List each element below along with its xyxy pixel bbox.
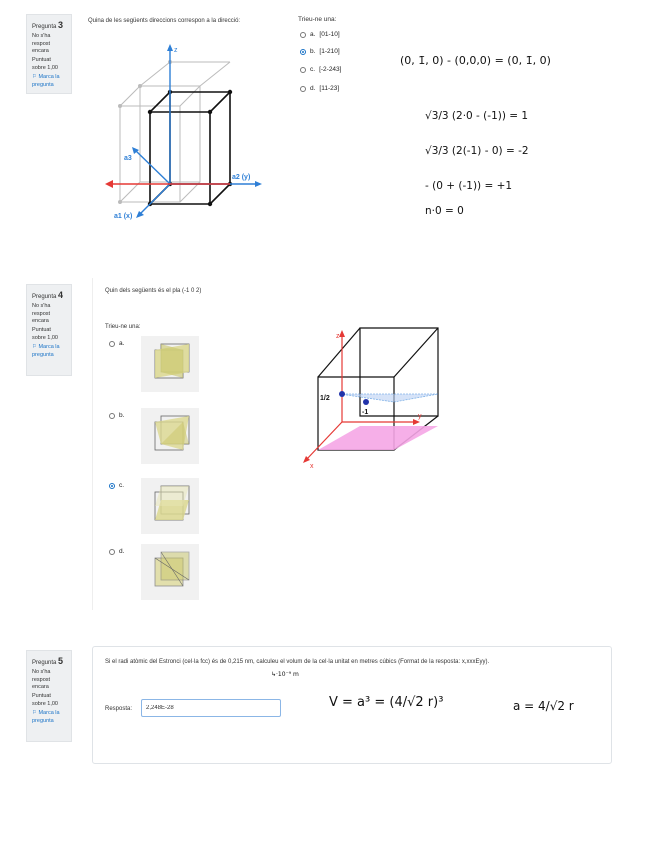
question-status: No s'ha respost encara [32,303,51,324]
option-text: [01-10] [319,31,340,38]
question-number: Pregunta 4 [32,290,64,300]
a1-label: a1 (x) [114,213,133,220]
question-number: Pregunta 5 [32,656,64,666]
question-score: Puntuat sobre 1,00 [32,693,58,707]
a1-axis [140,184,170,214]
option-letter: d. [119,548,125,555]
question-text: Quin dels següents és el pla (-1 0 2) [105,288,202,294]
handwritten-note-5: n·0 = 0 [425,205,464,217]
option-letter: c. [310,66,316,73]
cube-direction-diagram [90,32,290,232]
option-letter: b. [119,412,125,419]
question-5-panel [92,646,612,764]
choose-label: Trieu-ne una: [298,16,337,23]
option-a[interactable] [109,340,124,347]
option-b[interactable] [109,412,124,419]
radio-icon[interactable] [109,483,115,489]
question-number: Pregunta 3 [32,20,64,30]
radio-icon[interactable] [109,549,115,555]
handwritten-formula-v: V = a³ = (4/√2 r)³ [329,695,444,710]
handwritten-formula-a: a = 4/√2 r [513,699,574,713]
answer-label: Resposta: [105,706,133,712]
x-label: x [310,463,314,470]
z-label: z [174,47,178,54]
option-a-image [141,336,199,392]
option-letter: d. [310,85,316,92]
question-score: Puntuat sobre 1,00 [32,57,58,71]
handwritten-note-4: - (0 + (-1)) = +1 [425,180,513,192]
radio-icon[interactable] [300,49,306,55]
question-text: Quina de les següents direccions correspon a la direcció: [88,18,241,24]
choose-label: Trieu-ne una: [105,324,141,330]
minus-one-label: -1 [362,409,369,416]
option-letter: c. [119,482,125,489]
half-label: 1/2 [320,395,330,402]
handwritten-unit-note: ↳·10⁻⁹ m [271,671,299,678]
option-text: [1-210] [319,48,340,55]
question-4-panel [92,278,242,610]
cube-plane-thumb [141,544,199,600]
a2-label: a2 (y) [232,174,251,181]
a3-label: a3 [124,155,132,162]
option-d[interactable] [300,85,339,92]
cube-plane-thumb [141,336,199,392]
question-info-5 [26,650,72,742]
option-c[interactable] [109,482,124,489]
option-d[interactable] [109,548,124,555]
question-status: No s'ha respost encara [32,669,51,690]
radio-icon[interactable] [300,86,306,92]
cube-plane-thumb [141,478,199,534]
z-label: z [336,333,340,340]
plane-sketch-diagram [296,322,466,472]
question-text: Si el radi atòmic del Estronci (cel·la fcc) és de 0,215 nm, calculeu el volum de la cel·la unitat en metres cúbics (Format de la resposta: x,xxxEyy). [105,659,490,665]
option-letter: b. [310,48,316,55]
question-score: Puntuat sobre 1,00 [32,327,58,341]
option-text: [11-23] [319,85,340,92]
option-letter: a. [310,31,316,38]
question-3-panel [80,10,290,230]
option-d-image [141,544,199,600]
radio-icon[interactable] [300,32,306,38]
flag-question-link[interactable]: ⚐ Marca la pregunta [32,344,60,358]
option-b-image [141,408,199,464]
question-status: No s'ha respost encara [32,33,51,54]
option-text: [-2-243] [319,66,342,73]
option-letter: a. [119,340,125,347]
answer-input[interactable] [141,699,281,717]
flag-question-link[interactable]: ⚐ Marca la pregunta [32,74,60,88]
handwritten-note-2: √3/3 (2·0 - (-1)) = 1 [425,110,529,122]
option-c-image [141,478,199,534]
question-info-4 [26,284,72,376]
handwritten-note-1: (0, 1̄, 0) - (0,0,0) = (0, 1̄, 0) [400,54,551,67]
flag-question-link[interactable]: ⚐ Marca la pregunta [32,710,60,724]
handwritten-note-3: √3/3 (2(-1) - 0) = -2 [425,145,529,157]
option-c[interactable] [300,66,341,73]
cube-plane-thumb [141,408,199,464]
option-a[interactable] [300,31,340,38]
option-b[interactable] [300,48,340,55]
question-info-3 [26,14,72,94]
y-label: y [418,413,422,420]
radio-icon[interactable] [109,341,115,347]
radio-icon[interactable] [109,413,115,419]
radio-icon[interactable] [300,67,306,73]
